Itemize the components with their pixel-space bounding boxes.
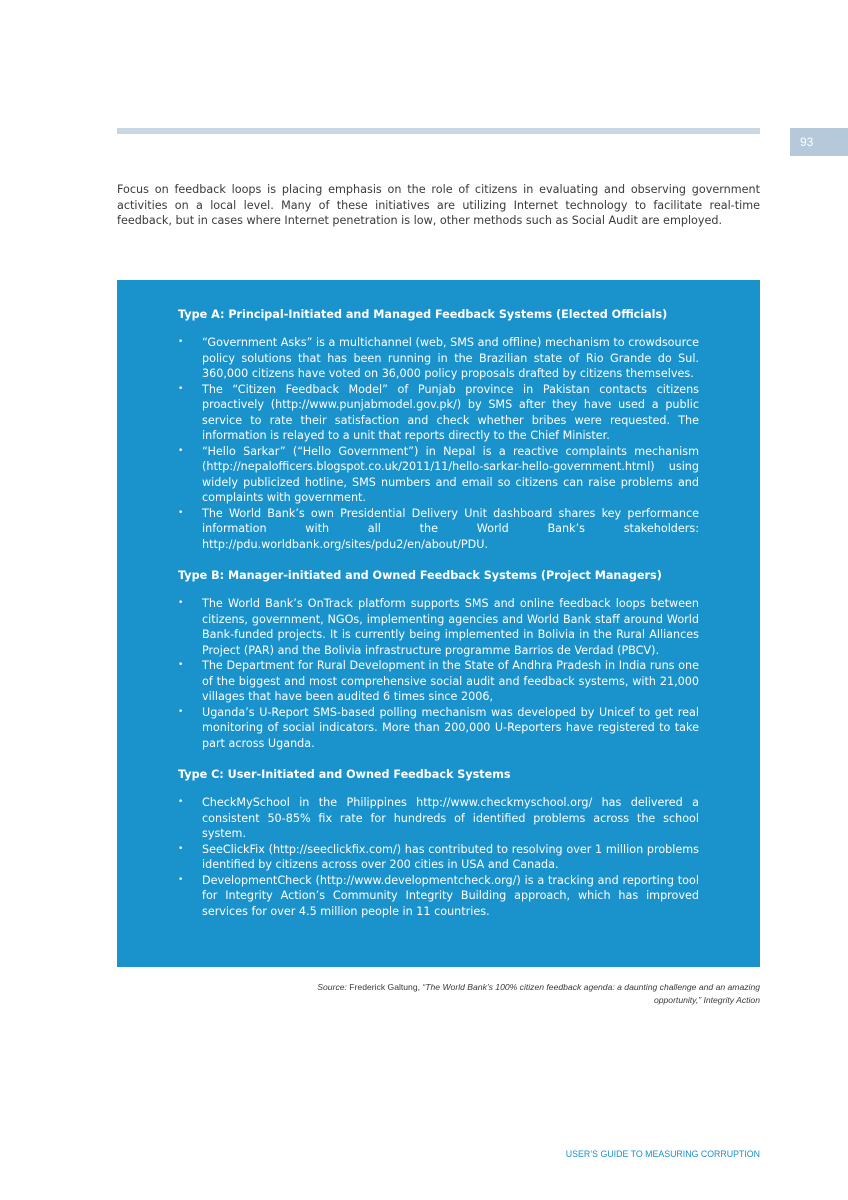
type-b-list (178, 596, 699, 751)
bullet-icon: • (178, 660, 184, 670)
source-label: Source: (317, 982, 347, 992)
section-heading-type-a: Type A: Principal-Initiated and Managed Feedback Systems (Elected Officials) (178, 308, 668, 321)
type-a-list (178, 335, 699, 552)
bullet-icon: • (178, 706, 184, 717)
box-content (178, 307, 699, 919)
list-item-text: Uganda’s U-Report SMS-based polling mechanism was developed by Unicef to get real monitoring of social indicators. More than 200,000 U-Reporters have registered to take part across Uganda. (202, 705, 699, 750)
source-author: Frederick Galtung, (346, 982, 423, 992)
list-item-text: DevelopmentCheck (http://www.developmentcheck.org/) is a tracking and reporting tool for Integrity Action’s Community Integrity Building approach, which has improved services for over 4.5 million people in 11 countries. (202, 873, 699, 918)
list-item (178, 705, 699, 752)
bullet-icon: • (178, 507, 184, 518)
feedback-systems-box (117, 280, 760, 967)
bullet-icon: • (178, 337, 184, 347)
bullet-icon: • (178, 797, 184, 807)
type-c-list (178, 795, 699, 919)
page-number-tab (790, 128, 848, 156)
list-item (178, 444, 699, 506)
list-item (178, 658, 699, 705)
bullet-icon: • (178, 874, 184, 885)
section-heading-type-c: Type C: User-Initiated and Owned Feedback Systems (178, 768, 511, 781)
list-item (178, 842, 699, 873)
source-title: “The World Bank’s 100% citizen feedback agenda: a daunting challenge and an amazing opportunity,” Integrity Action (422, 982, 760, 1005)
page-number: 93 (800, 135, 814, 149)
header-rule (117, 128, 760, 134)
list-item (178, 506, 699, 553)
list-item (178, 335, 699, 382)
list-item (178, 795, 699, 842)
list-item-text: The World Bank’s OnTrack platform supports SMS and online feedback loops between citizens, government, NGOs, implementing agencies and World Bank staff around World Bank-funded projects. It is currently being implemented in Bolivia in the Rural Alliances Project (PAR) and the Bolivia infrastructure programme Barrios de Verdad (PBCV). (202, 597, 699, 657)
list-item (178, 596, 699, 658)
bullet-icon: • (178, 843, 184, 854)
list-item-text: The “Citizen Feedback Model” of Punjab province in Pakistan contacts citizens proactively (http://www.punjabmodel.gov.pk/) by SMS after they have used a public service to rate their satisfaction and check whether bribes were requested. The information is relayed to a unit that reports directly to the Chief Minister. (202, 382, 699, 442)
bullet-icon: • (178, 383, 184, 394)
list-item-text: The Department for Rural Development in the State of Andhra Pradesh in India runs one of the biggest and most comprehensive social audit and feedback systems, with 21,000 villages that have been audited 6 times since 2006, (202, 659, 699, 703)
list-item (178, 382, 699, 444)
intro-paragraph: Focus on feedback loops is placing emphasis on the role of citizens in evaluating and observing government activities on a local level. Many of these initiatives are utilizing Internet technology to facilitate real-time feedback, but in cases where Internet penetration is low, other methods such as Social Audit are employed. (117, 183, 760, 227)
list-item-text: The World Bank’s own Presidential Delivery Unit dashboard shares key performance information with all the World Bank’s stakeholders: http://pdu.worldbank.org/sites/pdu2/en/about/PDU. (202, 506, 699, 551)
source-citation (300, 981, 760, 1006)
list-item-text: CheckMySchool in the Philippines http://www.checkmyschool.org/ has delivered a consistent 50-85% fix rate for hundreds of identified problems across the school system. (202, 796, 699, 840)
bullet-icon: • (178, 598, 184, 608)
section-heading-type-b: Type B: Manager-initiated and Owned Feedback Systems (Project Managers) (178, 569, 662, 582)
list-item-text: “Hello Sarkar” (“Hello Government”) in Nepal is a reactive complaints mechanism (http://nepalofficers.blogspot.co.uk/2011/11/hello-sarkar-hello-government.html) using widely publicized hotline, SMS numbers and email so citizens can raise problems and complaints with government. (202, 444, 699, 504)
list-item-text: SeeClickFix (http://seeclickfix.com/) has contributed to resolving over 1 million problems identified by citizens across over 200 cities in USA and Canada. (202, 842, 699, 871)
bullet-icon: • (178, 445, 184, 456)
list-item (178, 873, 699, 920)
list-item-text: “Government Asks” is a multichannel (web, SMS and offline) mechanism to crowdsource policy solutions that has been running in the Brazilian state of Rio Grande do Sul. 360,000 citizens have voted on 36,000 policy proposals drafted by citizens themselves. (202, 336, 699, 380)
footer-title: USER’S GUIDE TO MEASURING CORRUPTION (565, 1149, 760, 1159)
